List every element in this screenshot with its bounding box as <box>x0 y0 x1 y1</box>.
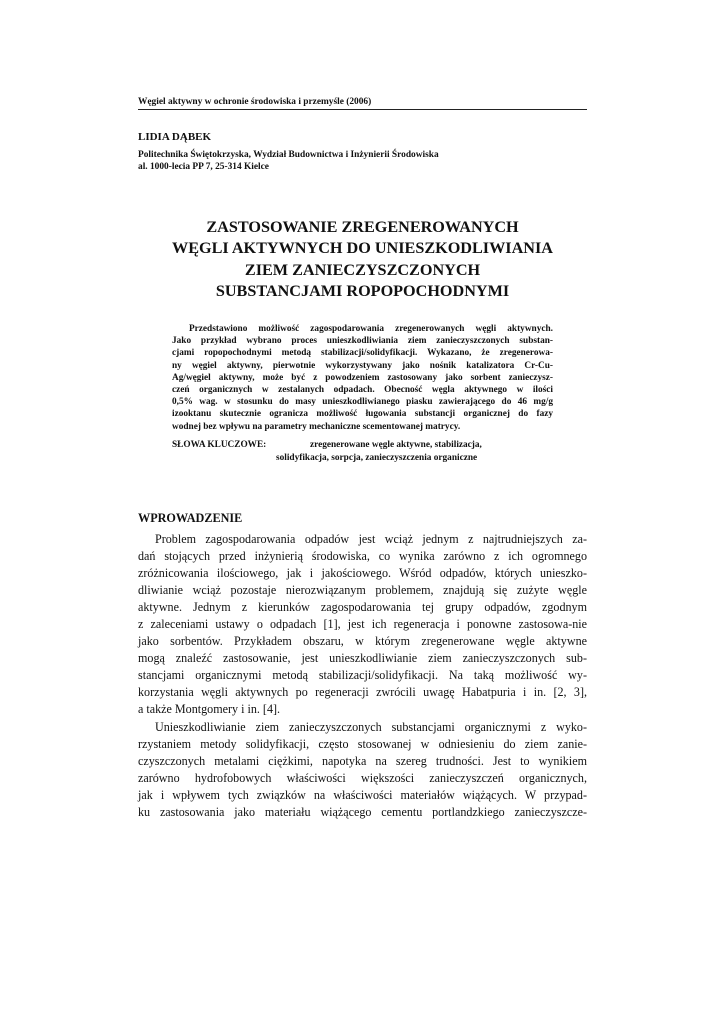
body-line: zarówno hydrofobowych właściwości większości zanieczyszczeń organicznych, <box>138 770 587 785</box>
abstract-line: 0,5% wag. w stosunku do masy unieszkodliwianego piasku zawierającego do 46 mg/g <box>172 397 553 408</box>
body-line: jako sorbentów. Przykładem obszaru, w którym zregenerowane węgle aktywne <box>138 634 587 649</box>
body-line: z zaleceniami ustawy o odpadach [1], jest ich regeneracja i ponowne zastosowa-nie <box>138 617 587 632</box>
body-line: dliwianie wciąż pozostaje nierozwiązanym problemem, znajdują się zużyte węgle <box>138 583 587 598</box>
body-line: aktywne. Jednym z kierunków zagospodarowania tej grupy odpadów, zgodnym <box>138 600 587 615</box>
abstract-line: ny węgiel aktywny, pierwotnie wykorzystywany jako nośnik katalizatora Cr-Cu- <box>172 360 553 371</box>
body-line: a także Montgomery i in. [4]. <box>138 702 281 717</box>
body-line: mogą znaleźć zastosowanie, jest unieszkodliwianie ziem zanieczyszczonych sub- <box>138 651 587 666</box>
author-name: LIDIA DĄBEK <box>138 131 212 143</box>
abstract-line: Jako przykład wybrano proces unieszkodliwiania ziem zanieczyszczonych substan- <box>172 336 553 347</box>
abstract-line: cjami ropopochodnymi metodą stabilizacji/solidyfikacji. Wykazano, że zregenerowa- <box>172 348 553 359</box>
abstract-line: Przedstawiono możliwość zagospodarowania zregenerowanych węgli aktywnych. <box>189 324 553 334</box>
affiliation-line: Politechnika Świętokrzyska, Wydział Budownictwa i Inżynierii Środowiska <box>138 150 439 160</box>
abstract-line: Ag/węgiel aktywny, może być z powodzeniem zastosowany jako sorbent zanieczysz- <box>172 372 553 383</box>
paper-title <box>138 217 587 302</box>
body-line: ku zastosowania jako materiału wiążącego cementu portlandzkiego zanieczyszcze- <box>138 804 587 819</box>
body-line: Unieszkodliwianie ziem zanieczyszczonych substancjami organicznymi z wyko- <box>155 719 587 734</box>
body-line: czyszczonych metalami ciężkimi, napotyka na szereg trudności. Jest to wynikiem <box>138 753 587 768</box>
abstract-line: wodnej bez wpływu na parametry mechaniczne scementowanej matrycy. <box>172 421 461 432</box>
running-head: Węgiel aktywny w ochronie środowiska i przemyśle (2006) <box>138 97 587 110</box>
abstract-line: izooktanu skutecznie ogranicza możliwość ługowania substancji organicznej do fazy <box>172 409 553 420</box>
title-line: ZASTOSOWANIE ZREGENEROWANYCH <box>206 218 519 236</box>
body-line: stancjami organicznymi metodą stabilizacji/solidyfikacji. Na taką możliwość wy- <box>138 668 587 683</box>
body-text <box>138 531 587 821</box>
body-line: jak i wpływem tych związków na właściwości materiałów wiążących. W przypad- <box>138 787 587 802</box>
affiliation-address: al. 1000-lecia PP 7, 25-314 Kielce <box>138 162 269 172</box>
body-line: korzystania węgli aktywnych po regeneracji zwrócili uwagę Habatpuria i in. [2, 3], <box>138 685 587 700</box>
title-line: WĘGLI AKTYWNYCH DO UNIESZKODLIWIANIA <box>172 239 553 258</box>
keywords-line: zregenerowane węgle aktywne, stabilizacja, <box>310 440 482 450</box>
keywords-label: SŁOWA KLUCZOWE: <box>172 440 267 450</box>
body-line: zróżnicowania ilościowego, jak i jakościowego. Wśród odpadów, których unieszko- <box>138 566 587 581</box>
abstract-line: czeń organicznych w zestalanych odpadach. Obecność węgla aktywnego w ilości <box>172 385 553 396</box>
keywords-line: solidyfikacja, sorpcja, zanieczyszczenia organiczne <box>276 453 478 463</box>
body-line: Problem zagospodarowania odpadów jest wciąż jednym z najtrudniejszych za- <box>155 532 587 546</box>
title-line: SUBSTANCJAMI ROPOPOCHODNYMI <box>215 281 510 300</box>
title-line: ZIEM ZANIECZYSZCZONYCH <box>244 260 481 279</box>
body-line: rzystaniem metody solidyfikacji, często stosowanej w odniesieniu do ziem zanie- <box>138 736 587 751</box>
section-heading: WPROWADZENIE <box>138 511 243 525</box>
abstract <box>172 323 553 433</box>
body-line: dań stojących przed inżynierią środowiska, co wynika zarówno z ich ogromnego <box>138 549 587 564</box>
